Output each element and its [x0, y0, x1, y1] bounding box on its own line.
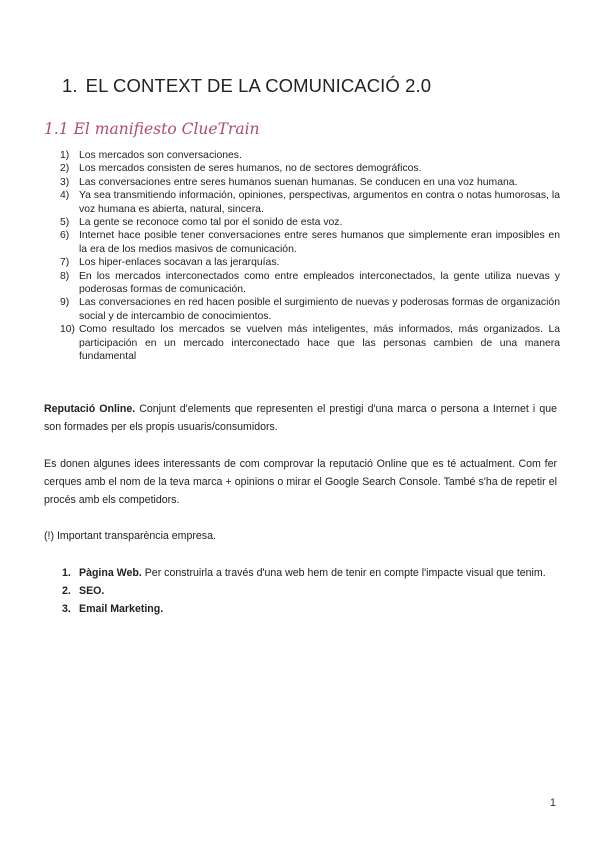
reputacio-term: Reputació Online.: [44, 403, 136, 415]
channels-list: [62, 564, 557, 618]
list-text: Internet hace posible tener conversaciones entre seres humanos que simplemente eran imposibles en la era de los medios masivos de comunicación.: [79, 230, 560, 255]
list-text: Las conversaciones en red hacen posible el surgimiento de nuevas y poderosas formas de organización social y de intercambio de conocimientos.: [79, 297, 560, 322]
list-item: [60, 162, 560, 175]
section-title: EL CONTEXT DE LA COMUNICACIÓ 2.0: [85, 75, 432, 96]
list-item: [62, 582, 557, 600]
list-item: [60, 189, 560, 216]
page-number: 1: [549, 797, 556, 809]
list-number: 7): [60, 257, 70, 269]
channel-text: Per construirla a través d'una web hem de tenir en compte l'impacte visual que tenim.: [141, 567, 546, 579]
list-text: Los mercados consisten de seres humanos, no de sectores demográficos.: [79, 163, 422, 175]
channel-label: Email Marketing.: [79, 603, 164, 615]
list-item: [62, 600, 557, 618]
list-text: Las conversaciones entre seres humanos suenan humanas. Se conducen en una voz humana.: [79, 176, 518, 188]
list-number: 4): [60, 190, 70, 202]
list-text: Los mercados son conversaciones.: [79, 150, 242, 161]
note-paragraph: (!) Important transparència empresa.: [44, 530, 216, 542]
list-number: 1.: [62, 567, 71, 579]
list-text: En los mercados interconectados como entre empleados interconectados, la gente utiliza nuevas y poderosas formas de comunicación.: [79, 270, 560, 296]
list-text: La gente se reconoce como tal por el sonido de esta voz.: [79, 217, 343, 229]
list-item: [60, 229, 560, 256]
list-number: 10): [60, 324, 76, 336]
list-item: [60, 176, 560, 189]
list-number: 9): [60, 297, 70, 309]
list-item: [62, 564, 557, 582]
section-heading: [62, 75, 431, 97]
channel-label: SEO.: [79, 585, 105, 597]
list-text: Como resultado los mercados se vuelven más inteligentes, más informados, más organizados. La participación en un mercado interconectado hace que las personas cambien de una manera fundamental: [79, 324, 560, 363]
list-text: Los hiper-enlaces socavan a las jerarquías.: [79, 257, 280, 269]
reputacio-paragraph: [44, 400, 557, 436]
list-item: [60, 216, 560, 229]
channel-label: Pàgina Web.: [79, 567, 142, 579]
manifesto-list: [60, 149, 560, 364]
body-paragraph: Es donen algunes idees interessants de com comprovar la reputació Online que es té actualment. Com fer cerques amb el nom de la teva marca + opinions o mirar el Google Search Console. També s'ha de repetir el procés amb els competidors.: [44, 458, 557, 506]
subsection-heading: 1.1 El manifiesto ClueTrain: [44, 120, 260, 138]
list-item: [60, 323, 560, 363]
reputacio-definition: Conjunt d'elements que representen el prestigi d'una marca o persona a Internet i que son formades per els propis usuaris/consumidors.: [44, 403, 557, 433]
list-text: Ya sea transmitiendo información, opiniones, perspectivas, argumentos en contra o notas humorosas, la voz humana es abierta, natural, sincera.: [79, 190, 560, 215]
list-number: 5): [60, 217, 70, 229]
list-number: 1): [60, 150, 70, 161]
list-number: 8): [60, 270, 70, 282]
list-number: 3.: [62, 603, 71, 615]
list-item: [60, 149, 560, 162]
section-number: 1.: [62, 75, 78, 96]
list-number: 3): [60, 176, 70, 188]
list-number: 2): [60, 163, 70, 175]
list-item: [60, 256, 560, 269]
list-number: 2.: [62, 585, 71, 597]
list-number: 6): [60, 230, 70, 242]
list-item: [60, 270, 560, 297]
list-item: [60, 296, 560, 323]
